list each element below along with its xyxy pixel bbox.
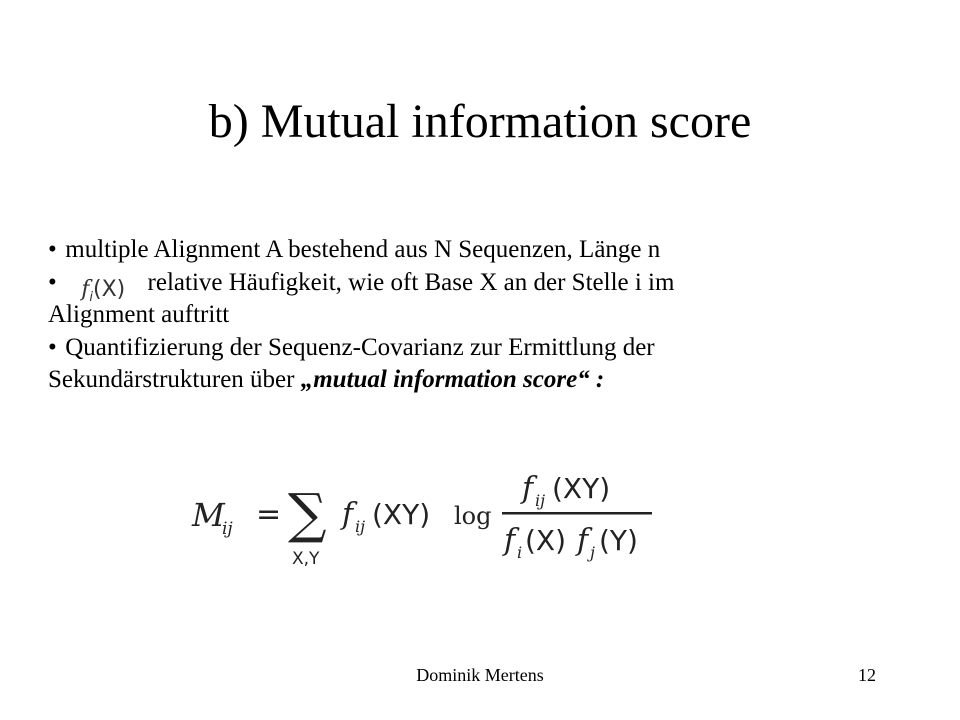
bullet-text: Quantifizierung der Sequenz-Covarianz zur Ermittlung der [65,333,655,361]
slide-title: b) Mutual information score [208,95,752,148]
inline-formula-fi-x: $f_i(X)$ [81,276,126,305]
emphasized-term: „mutual information score“ : [300,366,605,393]
mutual-information-formula [192,462,672,572]
formula-numerator-f: f [522,471,534,506]
formula-term-arg: (XY) [372,498,431,531]
formula-denominator-arg1: (X) [525,524,567,557]
formula-denominator-subscript1: i [517,543,523,562]
formula-numerator-subscript: ij [535,491,546,510]
sum-symbol: ∑ [288,482,327,545]
formula-denominator-arg2: (Y) [599,524,638,557]
formula-denominator-f1: f [504,523,516,558]
page-number: 12 [858,665,876,685]
bullet-text: relative Häufigkeit, wie oft Base X an der Stelle i im [147,268,675,296]
formula-graphic [192,462,672,572]
bullet-marker: • [48,333,57,361]
formula-denominator-f2: f [577,523,589,558]
formula-log: log [454,502,492,530]
bullet-item-3-continuation [48,364,908,397]
formula-term-subscript: ij [355,517,366,536]
footer-author: Dominik Mertens [416,665,544,685]
sum-index: X,Y [292,549,320,569]
fraction-bar [502,512,652,515]
formula-numerator-arg: (XY) [552,472,611,505]
formula-term-f: f [342,497,354,532]
bullet-item-1 [48,234,908,267]
formula-equals: = [256,497,282,532]
bullet-marker: • [48,268,57,296]
bullet-text: multiple Alignment A bestehend aus N Sequenzen, Länge n [65,236,661,263]
bullet-item-2 [48,267,908,305]
bullet-item-2-continuation [48,299,908,332]
formula-lhs: M [192,496,225,534]
bullet-text-continuation: Sekundärstrukturen über [48,366,301,393]
formula-denominator-subscript2: j [590,543,595,562]
formula-lhs-subscript: ij [222,519,233,539]
bullet-marker: • [48,236,57,263]
bullet-list [48,234,908,397]
bullet-item-3 [48,332,908,365]
bullet-text-continuation: Alignment auftritt [48,301,230,328]
